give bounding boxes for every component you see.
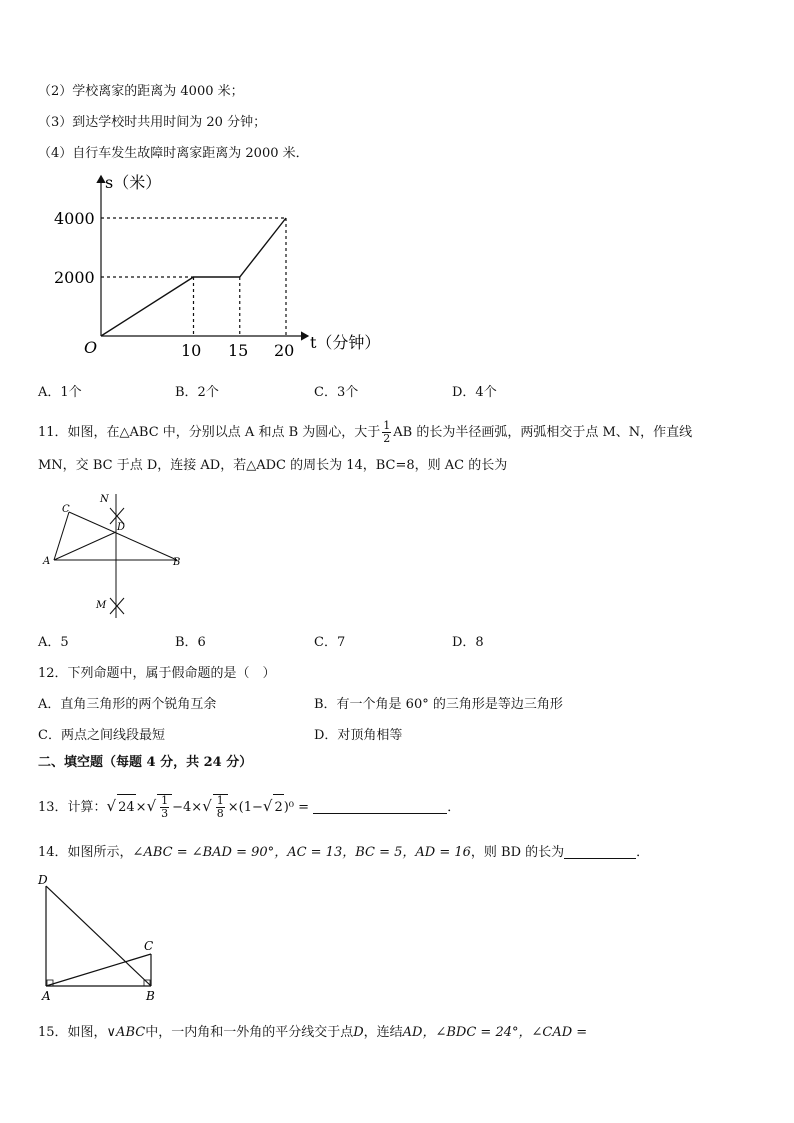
x-tick-10: 10 <box>181 341 202 360</box>
label-m: M <box>96 600 107 611</box>
q13-frac1-den: 3 <box>161 807 169 820</box>
q11-frac-num: 1 <box>383 419 391 432</box>
label-c: C <box>62 504 70 515</box>
q11-option-c[interactable]: C．7 <box>314 635 346 650</box>
q15-point: D <box>353 1025 364 1040</box>
q14-stem <box>38 844 649 862</box>
q13-radicand-24: 24 <box>117 794 136 821</box>
y-tick-4000: 4000 <box>54 209 95 228</box>
label-b: B <box>146 989 155 1003</box>
q13-answer-blank[interactable] <box>313 799 447 814</box>
y-tick-2000: 2000 <box>54 268 95 287</box>
q14-ad: ，AD = 16 <box>402 845 471 860</box>
q10-option-d[interactable]: D．4个 <box>452 385 497 400</box>
q14-tail: ，则 BD 的长为 <box>470 845 565 860</box>
q12-option-c[interactable]: C．两点之间线段最短 <box>38 728 165 743</box>
q15-mid: 中，一内角和一外角的平分线交于点 <box>145 1025 354 1040</box>
q13-frac1-num: 1 <box>161 794 169 807</box>
q13-times: × <box>135 800 147 815</box>
q15-angle: ，∠BDC = 24° <box>422 1025 519 1040</box>
q15-triangle: ∨ABC <box>106 1025 146 1040</box>
q11-option-b[interactable]: B．6 <box>175 635 206 650</box>
q11-fraction <box>382 420 391 445</box>
x-tick-15: 15 <box>228 341 249 360</box>
q14-ac: ，AC = 13 <box>274 845 343 860</box>
q10-statement-3: （3）到达学校时共用时间为 20 分钟； <box>38 115 267 130</box>
label-a: A <box>42 989 51 1003</box>
q11-stem-line2: MN，交 BC 于点 D，连接 AD，若△ADC 的周长为 14，BC=8，则 AC 的长为 <box>38 458 508 473</box>
origin-label: O <box>84 338 98 357</box>
label-a: A <box>43 556 51 567</box>
q11-stem-line1 <box>38 420 692 445</box>
q10-distance-time-graph <box>40 168 400 368</box>
q14-end: ． <box>636 845 650 860</box>
q13-stem: 13．计算：√ 24×√ $\frac{1}{3}$ −4×√ $\frac{1}{8}$ ×(1−√ 2)⁰ = ． <box>38 794 461 820</box>
q12-stem: 12．下列命题中，属于假命题的是（ ） <box>38 666 276 681</box>
q13-power: )⁰ = <box>283 800 310 815</box>
q13-frac2-den: 8 <box>216 807 224 820</box>
label-d: D <box>38 873 48 887</box>
q12-option-d[interactable]: D．对顶角相等 <box>314 728 403 743</box>
q14-bc: ，BC = 5 <box>342 845 403 860</box>
label-b: B <box>173 557 181 568</box>
y-axis-label: s（米） <box>105 173 162 192</box>
x-axis-label: t（分钟） <box>310 333 381 352</box>
q15-ad: AD <box>402 1025 423 1040</box>
q10-option-b[interactable]: B．2个 <box>175 385 219 400</box>
q11-stem-a: 11．如图，在△ABC 中，分别以点 A 和点 B 为圆心，大于 <box>38 425 381 440</box>
q10-option-a[interactable]: A．1个 <box>38 385 82 400</box>
q11-option-a[interactable]: A．5 <box>38 635 69 650</box>
q10-statement-4: （4）自行车发生故障时离家距离为 2000 米． <box>38 146 309 161</box>
label-n: N <box>100 494 109 505</box>
label-d: D <box>117 522 126 533</box>
q15-tail: ，连结 <box>363 1025 403 1040</box>
q11-stem-b: AB 的长为半径画弧，两弧相交于点 M、N，作直线 <box>393 425 693 440</box>
q13-end: ． <box>447 800 461 815</box>
q14-answer-blank[interactable] <box>564 844 636 859</box>
q15-cad: ，∠CAD = <box>518 1025 588 1040</box>
q12-option-b[interactable]: B．有一个角是 60° 的三角形是等边三角形 <box>314 697 563 712</box>
q14-prefix: 14．如图所示， <box>38 845 133 860</box>
x-tick-20: 20 <box>274 341 295 360</box>
q12-option-a[interactable]: A．直角三角形的两个锐角互余 <box>38 697 217 712</box>
q11-figure <box>38 488 188 623</box>
section-2-heading: 二、填空题（每题 4 分，共 24 分） <box>38 755 253 770</box>
label-c: C <box>144 939 154 953</box>
q14-angle-eq: ∠ABC = ∠BAD = 90° <box>132 845 275 860</box>
q13-prefix: 13．计算： <box>38 800 107 815</box>
q13-radicand-2: 2 <box>273 794 283 821</box>
q13-minus4: −4× <box>172 800 203 815</box>
q13-frac2-num: 1 <box>216 794 224 807</box>
q14-figure <box>36 872 166 1007</box>
q13-paren: ×(1− <box>227 800 263 815</box>
q10-option-c[interactable]: C．3个 <box>314 385 359 400</box>
q15-prefix: 15．如图， <box>38 1025 107 1040</box>
q11-frac-den: 2 <box>383 432 391 445</box>
q10-statement-2: （2）学校离家的距离为 4000 米； <box>38 84 244 99</box>
q15-stem <box>38 1024 587 1042</box>
q11-option-d[interactable]: D．8 <box>452 635 484 650</box>
